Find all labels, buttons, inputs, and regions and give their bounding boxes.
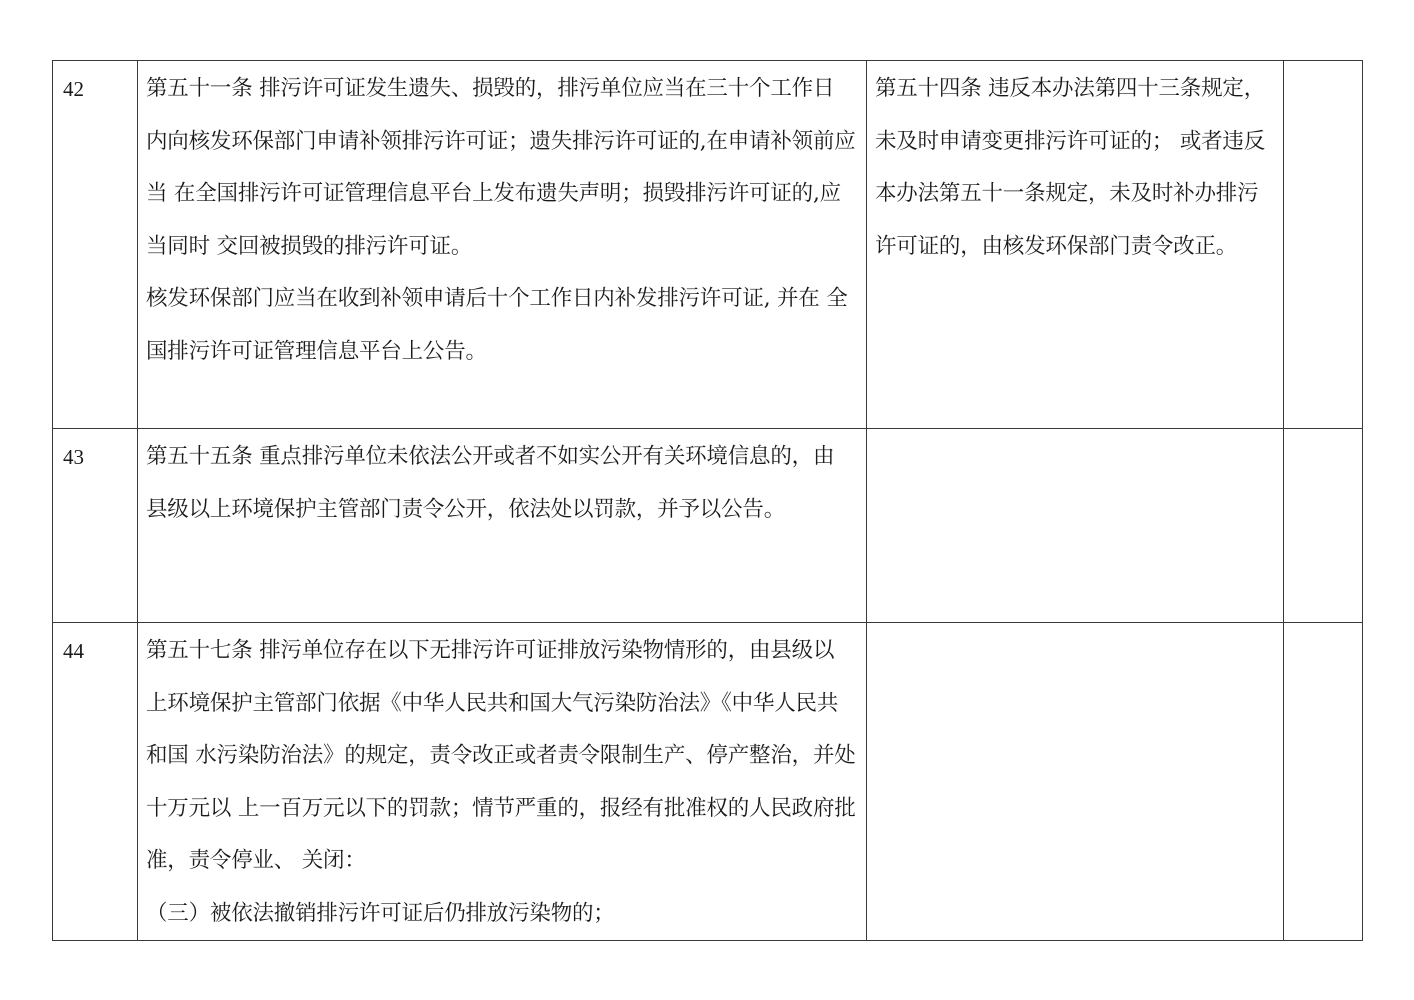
left-clause-cell (138, 61, 867, 429)
clause-paragraph: 第五十一条 排污许可证发生遗失、损毁的，排污单位应当在三十个工作日 内向核发环保部门申请补领排污许可证；遗失排污许可证的,在申请补领前应当 在全国排污许可证管理信息平台上发布遗失声明；损毁排污许可证的,应当同时 交回被损毁的排污许可证。 (146, 76, 856, 259)
remark-cell (1284, 623, 1363, 941)
row-number: 42 (53, 61, 138, 429)
left-clause-cell (138, 429, 867, 623)
clause-paragraph: 核发环保部门应当在收到补领申请后十个工作日内补发排污许可证, 并在 全国排污许可证管理信息平台上公告。 (146, 286, 848, 364)
remark-cell (1284, 61, 1363, 429)
clause-paragraph: （三）被依法撤销排污许可证后仍排放污染物的； (146, 900, 615, 926)
right-clause-cell: 第五十四条 违反本办法第四十三条规定，未及时申请变更排污许可证的； 或者违反本办法第五十一条规定，未及时补办排污许可证的，由核发环保部门责令改正。 (867, 61, 1284, 429)
table-row (53, 61, 1363, 429)
clause-paragraph: 第五十五条 重点排污单位未依法公开或者不如实公开有关环境信息的，由 县级以上环境保护主管部门责令公开，依法处以罚款，并予以公告。 (146, 444, 835, 522)
table-row (53, 429, 1363, 623)
right-clause-cell (867, 623, 1284, 941)
right-clause-cell (867, 429, 1284, 623)
row-number: 43 (53, 429, 138, 623)
row-number: 44 (53, 623, 138, 941)
remark-cell (1284, 429, 1363, 623)
clause-paragraph: 第五十七条 排污单位存在以下无排污许可证排放污染物情形的，由县级以 上环境保护主管部门依据《中华人民共和国大气污染防治法》《中华人民共和国 水污染防治法》的规定，责令改正或者责令限制生产、停产整治，并处十万元以 上一百万元以下的罚款；情节严重的，报经有批准权的人民政府批准，责令停业、 关闭： (146, 638, 856, 873)
regulation-table (52, 60, 1363, 941)
left-clause-cell (138, 623, 867, 941)
table-row (53, 623, 1363, 941)
